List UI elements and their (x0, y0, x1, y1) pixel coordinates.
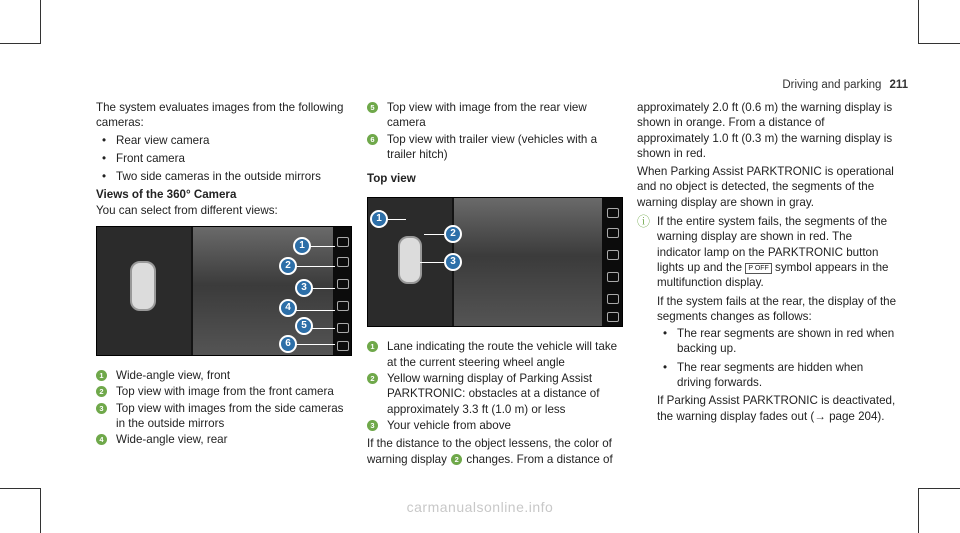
column-middle (367, 100, 625, 467)
view-icon (607, 208, 619, 218)
callout-marker: 4 (279, 299, 297, 317)
crop-mark (918, 43, 960, 44)
note-rear-text: If the system fails at the rear, the display of the segments changes as follows: (657, 294, 897, 323)
number-badge: 2 (367, 373, 378, 384)
list-item: 4 Wide-angle view, rear (96, 432, 354, 447)
list-item: 2 Top view with image from the front camera (96, 384, 354, 399)
camera-image-pane (454, 198, 602, 327)
crop-mark (918, 0, 919, 44)
view-icon (337, 341, 349, 351)
callout-marker: 3 (444, 253, 462, 271)
list-item: • The rear segments are shown in red when backing up. (657, 326, 897, 357)
paragraph: When Parking Assist PARKTRONIC is operational and no object is detected, the segments of the warning display are shown in gray. (637, 165, 894, 209)
select-text: You can select from different views: (96, 203, 278, 217)
watermark: carmanualsonline.info (406, 498, 554, 515)
number-badge: 5 (367, 102, 378, 113)
crop-mark (0, 488, 40, 489)
callout-marker: 3 (295, 279, 313, 297)
vehicle-icon (130, 261, 156, 311)
info-note (637, 214, 897, 424)
callout-marker: 2 (279, 257, 297, 275)
column-right (637, 100, 897, 424)
page-header (782, 78, 908, 93)
list-item: • Two side cameras in the outside mirrors (96, 169, 354, 184)
views-list (96, 368, 354, 447)
number-badge: 3 (96, 403, 107, 414)
number-badge: 2 (96, 386, 107, 397)
view-icon (337, 237, 349, 247)
intro-text: The system evaluates images from the following cameras: (96, 101, 344, 130)
view-icon (607, 250, 619, 260)
column-left (96, 100, 354, 449)
callout-marker: 5 (295, 317, 313, 335)
view-icon (607, 312, 619, 322)
number-badge: 1 (367, 341, 378, 352)
view-icon (337, 301, 349, 311)
section-title: Driving and parking (782, 79, 882, 91)
view-icon (337, 323, 349, 333)
view-icon (337, 257, 349, 267)
views-list-cont (367, 100, 625, 162)
number-badge: 2 (451, 454, 462, 465)
number-badge: 6 (367, 134, 378, 145)
view-icon (607, 294, 619, 304)
view-icon (337, 279, 349, 289)
number-badge: 1 (96, 370, 107, 381)
views-heading: Views of the 360° Camera (96, 188, 237, 202)
list-item: • The rear segments are hidden when driving forwards. (657, 360, 897, 391)
list-item: 1 Wide-angle view, front (96, 368, 354, 383)
callout-marker: 1 (370, 210, 388, 228)
view-icon (607, 272, 619, 282)
list-item: 6 Top view with trailer view (vehicles with a trailer hitch) (367, 132, 625, 163)
top-view-legend (367, 339, 625, 433)
info-icon: ⓘ (637, 214, 651, 230)
list-item: 3 Top view with images from the side cameras in the outside mirrors (96, 401, 354, 432)
view-icon (607, 228, 619, 238)
callout-marker: 6 (279, 335, 297, 353)
list-item: 2 Yellow warning display of Parking Assist PARKTRONIC: obstacles at a distance of approximately 3.3 ft (1.0 m) or less (367, 371, 625, 417)
top-view-heading: Top view (367, 172, 416, 186)
callout-marker: 1 (293, 237, 311, 255)
list-item: 5 Top view with image from the rear view camera (367, 100, 625, 131)
paragraph: approximately 2.0 ft (0.6 m) the warning display is shown in orange. From a distance of approximately 1.0 ft (0.3 m) the warning display is shown in red. (637, 101, 893, 160)
list-item: • Rear view camera (96, 133, 354, 148)
deactivated-text: If Parking Assist PARKTRONIC is deactivated, the warning display fades out (→ page 204). (657, 394, 896, 423)
number-badge: 4 (96, 434, 107, 445)
list-item: 3 Your vehicle from above (367, 418, 625, 433)
crop-mark (40, 0, 41, 44)
page-number: 211 (889, 79, 908, 91)
crop-mark (918, 488, 960, 489)
vehicle-icon (398, 236, 422, 284)
list-item: • Front camera (96, 151, 354, 166)
list-item: 1 Lane indicating the route the vehicle will take at the current steering wheel angle (367, 339, 625, 370)
rear-segment-list (657, 326, 897, 390)
callout-marker: 2 (444, 225, 462, 243)
top-view-figure (367, 197, 623, 327)
parktronic-off-icon: P OFF (745, 263, 771, 274)
crop-mark (0, 43, 40, 44)
note-text: If the entire system fails, the segments of the warning display are shown in red. The indicator lamp on the PARKTRONIC button lights up and the P OFF symbol appears in the multifunction display. (657, 215, 889, 290)
camera-views-figure (96, 226, 352, 356)
number-badge: 3 (367, 420, 378, 431)
camera-list (96, 133, 354, 185)
distance-paragraph: If the distance to the object lessens, the color of warning display 2 changes. From a distance of (367, 437, 613, 466)
